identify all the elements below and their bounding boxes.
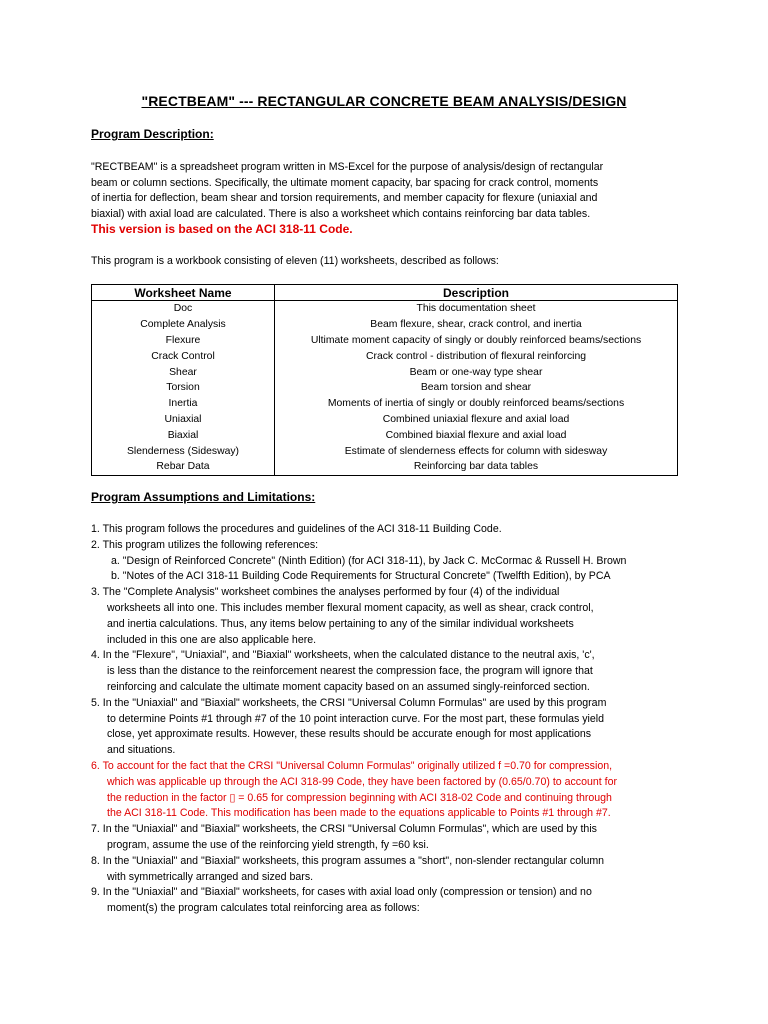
assumption-line: program, assume the use of the reinforcing yield strength, fy =60 ksi. [107, 838, 429, 851]
assumption-line: 7. In the "Uniaxial" and "Biaxial" worksheets, the CRSI "Universal Column Formulas", which are used by this [91, 823, 597, 836]
assumption-line: 6. To account for the fact that the CRSI "Universal Column Formulas" originally utilized f =0.70 for compression, [91, 759, 613, 772]
worksheet-table [91, 284, 678, 476]
column-header-description: Description [275, 285, 678, 301]
table-row [92, 380, 678, 396]
table-row [92, 317, 678, 333]
assumption-line: worksheets all into one. This includes member flexural moment capacity, as well as shear, crack control, [107, 601, 594, 614]
worksheet-description-cell: This documentation sheet [275, 301, 678, 317]
assumption-line: 3. The "Complete Analysis" worksheet combines the analyses performed by four (4) of the individual [91, 586, 560, 599]
table-row [92, 412, 678, 428]
table-row [92, 333, 678, 349]
assumption-line: 9. In the "Uniaxial" and "Biaxial" worksheets, for cases with axial load only (compression or tension) and no [91, 886, 592, 899]
description-line: of inertia for deflection, beam shear and torsion requirements, and member capacity for flexure (uniaxial and [91, 192, 598, 205]
assumption-line: to determine Points #1 through #7 of the 10 point interaction curve. For the most part, these formulas yield [107, 712, 605, 725]
workbook-intro: This program is a workbook consisting of eleven (11) worksheets, described as follows: [91, 255, 499, 267]
worksheet-name-cell: Rebar Data [92, 459, 275, 475]
worksheet-description-cell: Estimate of slenderness effects for column with sidesway [275, 443, 678, 459]
assumption-line: the reduction in the factor ▯ = 0.65 for compression beginning with ACI 318-02 Code and continuing through [107, 791, 612, 804]
program-description-heading: Program Description: [91, 127, 214, 141]
assumption-line: moment(s) the program calculates total reinforcing area as follows: [107, 902, 420, 915]
worksheet-name-cell: Uniaxial [92, 412, 275, 428]
description-line: beam or column sections. Specifically, the ultimate moment capacity, bar spacing for crack control, moments [91, 176, 599, 189]
worksheet-description-cell: Combined biaxial flexure and axial load [275, 427, 678, 443]
worksheet-name-cell: Doc [92, 301, 275, 317]
worksheet-description-cell: Combined uniaxial flexure and axial load [275, 412, 678, 428]
description-line: "RECTBEAM" is a spreadsheet program written in MS-Excel for the purpose of analysis/design of rectangular [91, 161, 604, 173]
worksheet-name-cell: Shear [92, 364, 275, 380]
assumptions-list [91, 522, 731, 917]
program-description-paragraph [91, 160, 691, 222]
assumption-line: and inertia calculations. Thus, any items below pertaining to any of the similar individual worksheets [107, 617, 574, 630]
assumption-line: 5. In the "Uniaxial" and "Biaxial" worksheets, the CRSI "Universal Column Formulas" are used by this program [91, 696, 607, 709]
document-title: "RECTBEAM" --- RECTANGULAR CONCRETE BEAM ANALYSIS/DESIGN [141, 93, 627, 109]
worksheet-description-cell: Moments of inertia of singly or doubly reinforced beams/sections [275, 396, 678, 412]
table-row [92, 364, 678, 380]
table-row [92, 427, 678, 443]
worksheet-name-cell: Complete Analysis [92, 317, 275, 333]
reference-line: b. "Notes of the ACI 318-11 Building Code Requirements for Structural Concrete" (Twelfth Edition), by PCA [111, 570, 611, 583]
worksheet-description-cell: Ultimate moment capacity of singly or doubly reinforced beams/sections [275, 333, 678, 349]
worksheet-name-cell: Torsion [92, 380, 275, 396]
assumption-line: reinforcing and calculate the ultimate moment capacity based on an assumed singly-reinforced section. [107, 680, 590, 693]
worksheet-description-cell: Beam flexure, shear, crack control, and inertia [275, 317, 678, 333]
assumption-line: and situations. [107, 744, 176, 757]
worksheet-description-cell: Beam torsion and shear [275, 380, 678, 396]
table-row [92, 348, 678, 364]
worksheet-description-cell: Beam or one-way type shear [275, 364, 678, 380]
assumptions-heading: Program Assumptions and Limitations: [91, 490, 316, 504]
assumption-line: with symmetrically arranged and sized bars. [107, 870, 314, 883]
assumption-line: the ACI 318-11 Code. This modification has been made to the equations applicable to Points #1 through #7. [107, 807, 611, 820]
worksheet-description-cell: Crack control - distribution of flexural reinforcing [275, 348, 678, 364]
reference-line: a. "Design of Reinforced Concrete" (Ninth Edition) (for ACI 318-11), by Jack C. McCormac & Russell H. Brown [111, 554, 627, 567]
assumption-line: 1. This program follows the procedures and guidelines of the ACI 318-11 Building Code. [91, 523, 502, 535]
assumption-line: close, yet approximate results. However, these results should be accurate enough for most applications [107, 728, 592, 741]
worksheet-name-cell: Biaxial [92, 427, 275, 443]
column-header-worksheet-name: Worksheet Name [92, 285, 275, 301]
table-row [92, 396, 678, 412]
worksheet-name-cell: Flexure [92, 333, 275, 349]
worksheet-description-cell: Reinforcing bar data tables [275, 459, 678, 475]
assumption-line: included in this one are also applicable here. [107, 633, 317, 646]
worksheet-name-cell: Crack Control [92, 348, 275, 364]
description-line: biaxial) with axial load are calculated. There is also a worksheet which contains reinforcing bar data tables. [91, 207, 591, 220]
assumption-line: 8. In the "Uniaxial" and "Biaxial" worksheets, this program assumes a "short", non-slender rectangular column [91, 854, 605, 867]
worksheet-name-cell: Slenderness (Sidesway) [92, 443, 275, 459]
worksheet-name-cell: Inertia [92, 396, 275, 412]
assumption-line: 4. In the "Flexure", "Uniaxial", and "Biaxial" worksheets, when the calculated distance to the neutral axis, 'c', [91, 649, 595, 662]
worksheet-table-body [92, 301, 678, 476]
table-row [92, 443, 678, 459]
table-row [92, 459, 678, 475]
table-row [92, 301, 678, 317]
assumption-line: 2. This program utilizes the following references: [91, 538, 319, 551]
assumption-line: is less than the distance to the reinforcement nearest the compression face, the program will ignore that [107, 665, 593, 678]
code-version-note: This version is based on the ACI 318-11 Code. [91, 222, 353, 236]
assumption-line: which was applicable up through the ACI 318-99 Code, they have been factored by (0.65/0.70) to account for [107, 775, 618, 788]
